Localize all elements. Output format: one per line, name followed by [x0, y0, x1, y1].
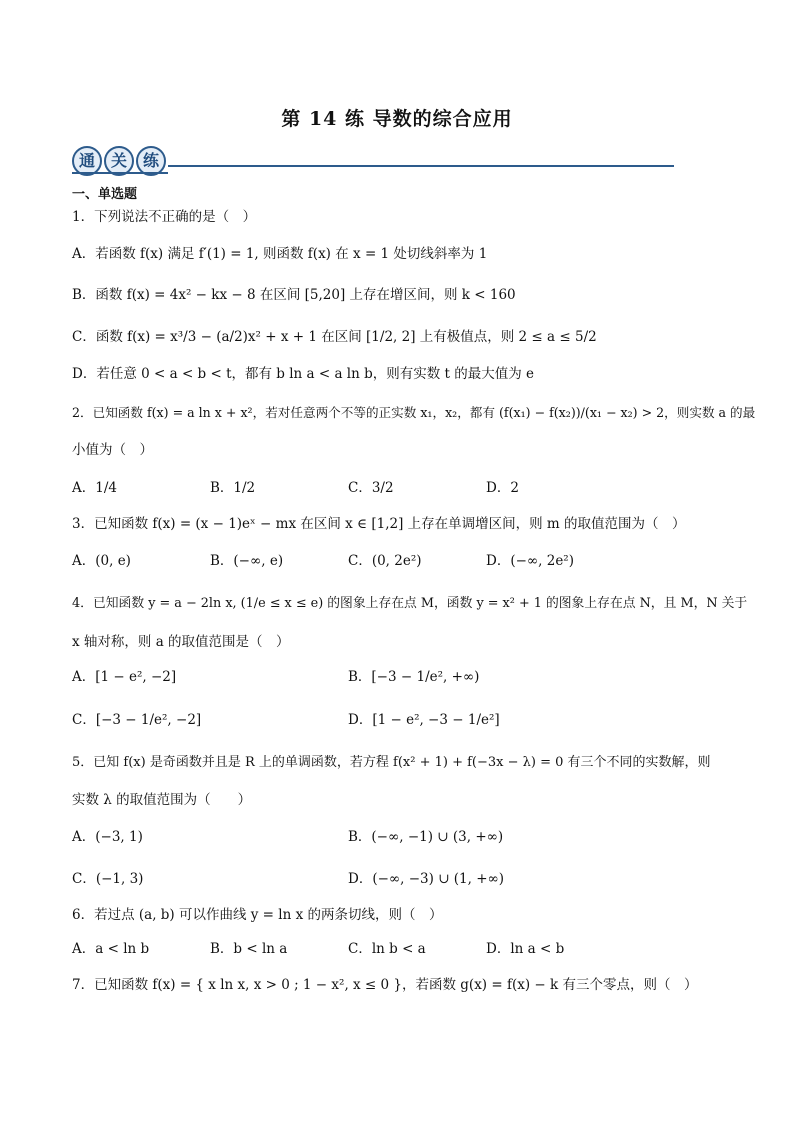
q4-stem-line2: x 轴对称，则 a 的取值范围是（ ） [72, 634, 290, 650]
q6-option-d: D．ln a < b [486, 941, 565, 957]
q4-option-d: D．[1 − e², −3 − 1/e²] [348, 712, 500, 728]
banner-underline [72, 172, 168, 174]
q1-option-b: B．函数 f(x) = 4x² − kx − 8 在区间 [5,20] 上存在增区间，则 k < 160 [72, 287, 516, 303]
q4-stem-line1: 4．已知函数 y = a − 2ln x, (1/e ≤ x ≤ e) 的图象上存在点 M，函数 y = x² + 1 的图象上存在点 N，且 M，N 关于 [72, 596, 748, 611]
q3-option-a: A．(0, e) [72, 553, 131, 569]
q2-option-d: D．2 [486, 480, 519, 496]
q2-stem-line1: 2．已知函数 f(x) = a ln x + x²，若对任意两个不等的正实数 x₁，x₂，都有 (f(x₁) − f(x₂))/(x₁ − x₂) > 2，则实数 a 的最 [72, 405, 756, 420]
q6-option-c: C．ln b < a [348, 941, 426, 957]
banner-char-3: 练 [136, 146, 166, 176]
q1-option-d: D．若任意 0 < a < b < t，都有 b ln a < a ln b，则有实数 t 的最大值为 e [72, 366, 535, 382]
section-banner [72, 146, 674, 176]
q1-option-c: C．函数 f(x) = x³/3 − (a/2)x² + x + 1 在区间 [1/2, 2] 上有极值点，则 2 ≤ a ≤ 5/2 [72, 329, 597, 345]
q1-option-a: A．若函数 f(x) 满足 f′(1) = 1, 则函数 f(x) 在 x = 1 处切线斜率为 1 [72, 246, 488, 262]
q2-option-c: C．3/2 [348, 480, 394, 496]
q6-stem: 6．若过点 (a, b) 可以作曲线 y = ln x 的两条切线，则（ ） [72, 907, 443, 923]
section-heading: 一、单选题 [72, 187, 138, 202]
q3-stem: 3．已知函数 f(x) = (x − 1)eˣ − mx 在区间 x ∈ [1,2] 上存在单调增区间，则 m 的取值范围为（ ） [72, 516, 686, 532]
q3-option-d: D．(−∞, 2e²) [486, 553, 574, 569]
page-title: 第 14 练 导数的综合应用 [281, 108, 513, 130]
q4-option-a: A．[1 − e², −2] [72, 669, 177, 685]
banner-char-1: 通 [72, 146, 102, 176]
q4-option-c: C．[−3 − 1/e², −2] [72, 712, 202, 728]
q5-option-d: D．(−∞, −3) ∪ (1, +∞) [348, 871, 505, 887]
q5-stem-line1: 5．已知 f(x) 是奇函数并且是 R 上的单调函数，若方程 f(x² + 1) + f(−3x − λ) = 0 有三个不同的实数解，则 [72, 755, 711, 770]
q7-stem: 7．已知函数 f(x) = { x ln x, x > 0 ; 1 − x², x ≤ 0 }，若函数 g(x) = f(x) − k 有三个零点，则（ ） [72, 977, 698, 993]
q4-option-b: B．[−3 − 1/e², +∞) [348, 669, 480, 685]
q1-stem: 1．下列说法不正确的是（ ） [72, 209, 257, 225]
q5-option-a: A．(−3, 1) [72, 829, 143, 845]
q6-option-a: A．a < ln b [72, 941, 150, 957]
q2-stem-line2: 小值为（ ） [72, 442, 153, 458]
q3-option-b: B．(−∞, e) [210, 553, 284, 569]
q5-option-c: C．(−1, 3) [72, 871, 144, 887]
banner-char-2: 关 [104, 146, 134, 176]
q3-option-c: C．(0, 2e²) [348, 553, 422, 569]
q6-option-b: B．b < ln a [210, 941, 288, 957]
q5-stem-line2: 实数 λ 的取值范围为（ ） [72, 792, 252, 808]
q2-option-b: B．1/2 [210, 480, 256, 496]
q5-option-b: B．(−∞, −1) ∪ (3, +∞) [348, 829, 504, 845]
q2-option-a: A．1/4 [72, 480, 117, 496]
banner-rule [168, 165, 674, 167]
